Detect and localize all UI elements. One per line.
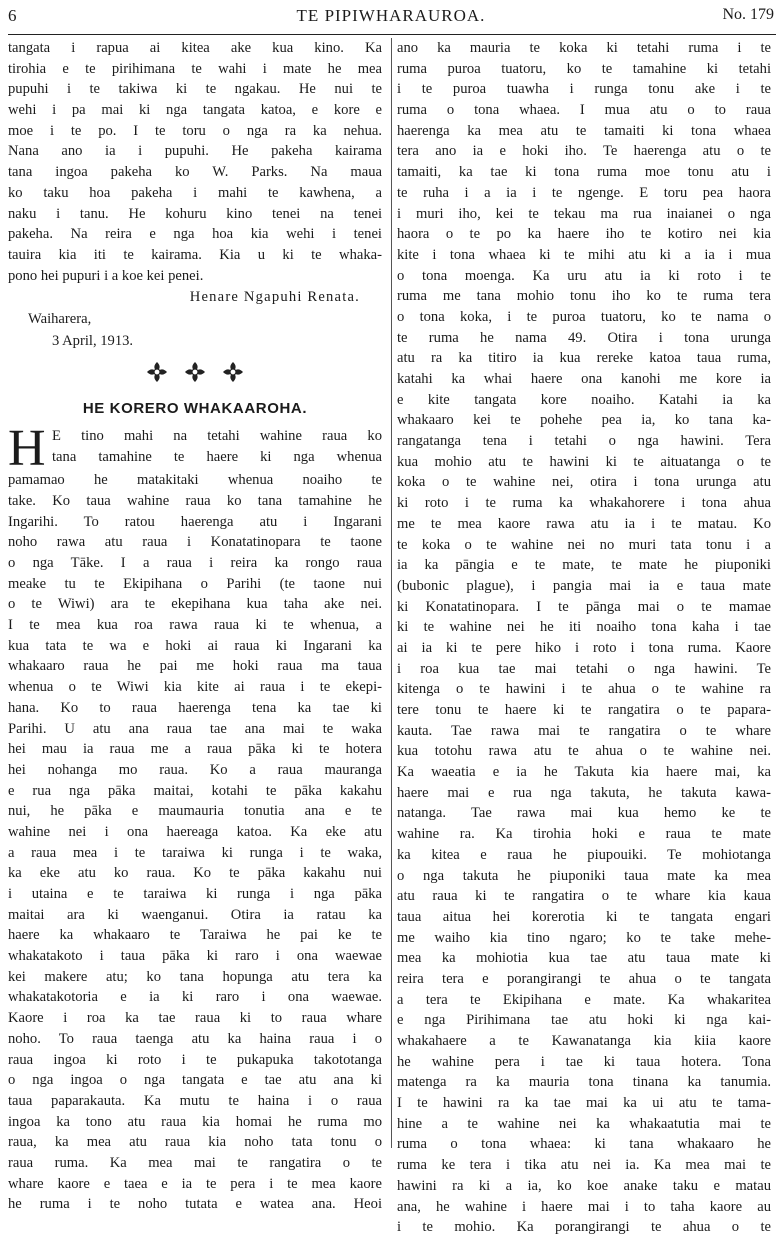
text-line: tana tamahine te haere ki nga whenua [52, 448, 382, 465]
text-line: i roa kua tae mai tetahi o nga hawini. Te [397, 660, 771, 677]
text-line: katahi ka whai haere ona kanohi me kore ia [397, 371, 771, 387]
text-line: a raua mea i te taraiwa ki runga i te waka, [8, 844, 382, 861]
text-line: Kaore i roa ka tae raua ki to raua whare [8, 1010, 382, 1027]
drop-cap-lines [8, 426, 382, 467]
text-line: atu ra ka titiro ia kua rereke katoa taua ruma, [397, 350, 771, 367]
article-opening [8, 420, 382, 478]
text-line: ruma me tana mohio tonu iho ko te ruma tera [397, 288, 771, 305]
text-line: whakaaro raua he pai me hoki raua ma taua [8, 658, 382, 675]
letter-place: Waiharera, [28, 311, 92, 328]
letter-signature: Henare Ngapuhi Renata. [189, 289, 360, 306]
text-line: raua, ka mea atu raua kia noho tata tonu o [8, 1134, 382, 1151]
text-line: noho rawa atu raua i Konatatinopara te taone [8, 534, 382, 551]
text-line: matenga ra ka mauria tona tinana ka tanumia. [397, 1074, 771, 1091]
text-line: kua tata te wa e hoki ai raua ki Ingarani ka [8, 637, 382, 654]
text-line: o tona moenga. Ka uru atu ia ki roto i te [397, 267, 771, 284]
text-line: ka eke atu ko raua. Ko te pāka kakahu nui [8, 865, 382, 882]
text-line: i te puroa tuawha i runga tonu ake i te [397, 81, 771, 98]
text-line: he ruma i te noho tutata e watea ana. Heoi [8, 1196, 382, 1213]
text-line: koka o te wahine nei, otira i tona urunga atu [397, 474, 771, 491]
letter-date: 3 April, 1913. [52, 333, 134, 350]
text-line: Ingarihi. To ratou haerenga atu i Ingarani [8, 513, 382, 530]
text-line: hei nohanga mo raua. Ko a raua mauranga [8, 761, 382, 778]
text-line: te ruma he nama 49. Otira i tona urunga [397, 329, 771, 346]
article-body [8, 470, 382, 1215]
text-line: e nga Pirihimana tae atu hoki ki nga kai- [397, 1012, 771, 1029]
text-line: wahine ra. Ka tirohia hoki e raua te mate [397, 826, 771, 843]
text-line: o te Wiwi) ara te ekepihana kua taha ake nei. [8, 596, 382, 613]
text-line: o tona koka, i te puroa tuatoru, ko te nama o [397, 308, 771, 325]
text-line: whakatakotoria e ia ki raro i ona waewae. [8, 989, 382, 1006]
text-line: ano ka mauria te koka ki tetahi ruma i te [397, 40, 771, 56]
text-line: I te hawini ra ka tae mai ka ui atu te tama- [397, 1095, 771, 1112]
text-line: haere ka whakaaro te Taraiwa he pai ke te [8, 927, 382, 944]
text-line: te koka o te wahine nei no muri tata tonu i a [397, 536, 771, 553]
page-number: 6 [8, 6, 17, 25]
text-line: haerenga ka mea atu te tamaiti ki tona whaea [397, 122, 771, 139]
text-line: whakatakoto i taua pāka ki raro i ona waewae [8, 948, 382, 965]
text-line: noho. To raua taenga atu ka haina raua i o [8, 1030, 382, 1047]
text-line: raua ingoa ki roto i te pukapuka takototanga [8, 1051, 382, 1068]
text-line: pupuhi i te takiwa ki te ngakau. He nui te [8, 81, 382, 98]
text-line: ai ia ki te pere hiko i roto i tona ruma. Kaore [397, 639, 771, 656]
text-line: ia ka pāngia e te mate, te mate he piuponiki [397, 557, 771, 574]
column-divider [391, 38, 392, 1148]
text-line: whare kaore e taea e ia te pera i te mea kaore [8, 1175, 382, 1192]
text-line: naku i tanu. He kohuru kino tenei na tenei [8, 205, 382, 222]
text-line: Ka waeatia e ia he Takuta kia haere mai, ka [397, 764, 771, 781]
text-line: ruma o tona whaea: ki tana whakaaro he [397, 1136, 771, 1153]
text-line: kua totohu rawa atu te ahua o te wahine nei. [397, 743, 771, 760]
text-line: tirohia e te pirihimana te wahi i mate he mea [8, 60, 382, 77]
text-line: e rua nga pāka maitai, kotahi te pāka kakahu [8, 782, 382, 799]
text-line: kei makere atu; ko tana hopunga atu tera ka [8, 968, 382, 985]
text-line: tana ingoa pakeha ko W. Parks. Na maua [8, 164, 382, 181]
text-line: nui, he pāka e maumauria tonutia ana e te [8, 803, 382, 820]
text-line: ana, he wahine i haere mai i to taha kaore au [397, 1198, 771, 1215]
text-line: ki te wahine nei he iti noaiho tona kaha i tae [397, 619, 771, 636]
text-line: moe i te po. I te toru o nga ra ka nehua. [8, 122, 382, 139]
text-line: whakahaere a te Kawanatanga kia kiia kaore [397, 1033, 771, 1049]
text-line: Parihi. U atu ana raua tae ana mai te waka [8, 720, 382, 737]
text-line: e kite tangata kore noaiho. Katahi ia ka [397, 391, 771, 408]
flower-ornament-icon [145, 360, 169, 384]
text-line: hine a te wahine nei ka whakaatutia mai te [397, 1115, 771, 1132]
article-title: HE KORERO WHAKAAROHA. [82, 400, 308, 418]
text-line: taua paparakauta. Ka mutu te haina i o raua [8, 1092, 382, 1109]
text-line: wahine nei i ona haereaga katoa. Ka eke atu [8, 823, 382, 840]
text-line: i utaina e te taraiwa ki runga i nga pāka [8, 886, 382, 902]
text-line: meake tu te Ekipihana o Parihi (te taone nui [8, 575, 382, 592]
text-line: hawini ra ki a ia, ko koe anake taku e matau [397, 1177, 771, 1194]
text-line: ingoa ka tono atu raua kia homai he ruma mo [8, 1113, 382, 1130]
text-line: tauira kia iti te kairama. Kia u ki te whaka- [8, 246, 382, 263]
text-line: E tino mahi na tetahi wahine raua ko [52, 428, 382, 445]
page-header [8, 4, 774, 32]
flower-ornament-icon [183, 360, 207, 384]
letter-body [8, 38, 382, 286]
text-line: tangata i rapua ai kitea ake kua kino. Ka [8, 40, 382, 56]
text-line: natanga. Tae rawa mai kua hemo ke te [397, 805, 771, 822]
text-line: ruma ke tera i tika atu nei ia. Ka mea mai te [397, 1157, 771, 1174]
text-line: hana. Ko to raua haerenga tena ka tae ki [8, 699, 382, 716]
text-line: whakaaro kei te pohehe pea ia, ko tana ka- [397, 412, 771, 429]
text-line: ruma puroa tuatoru, ko te tamahine ki tetahi [397, 60, 771, 77]
right-column [397, 38, 771, 1238]
text-line: reira tera e porangirangi te ahua o te tangata [397, 970, 771, 987]
text-line: taua aitua hei korerotia ki te tangata engari [397, 908, 771, 925]
text-line: rangatanga tena i tetahi o nga hawini. Tera [397, 433, 771, 450]
text-line: haora o te po ka haere iho te kotiro nei kia [397, 226, 771, 243]
article-continuation [397, 38, 771, 1238]
text-line: o nga ingoa o nga tangata e tae atu ana ki [8, 1072, 382, 1089]
text-line: i te mohio. Ka porangirangi te ahua o te [397, 1219, 771, 1236]
text-line: haere mai e rua nga takuta, he takuta kawa- [397, 784, 771, 801]
text-line: kua mohio atu te hawini ki te aituatanga o te [397, 453, 771, 470]
text-line: ki Konatatinopara. I te pānga mai o te mamae [397, 598, 771, 615]
text-line: Nana ano ia i pupuhi. He pakeha kairama [8, 143, 382, 160]
text-line: ki roto i te ruma ka whakahorere i tona ahua [397, 495, 771, 512]
text-line: pamamao he matakitaki whenua noaiho te [8, 472, 382, 489]
text-line: kauta. Tae rawa mai te rangatira o te whare [397, 722, 771, 739]
issue-number: No. 179 [722, 6, 774, 23]
text-line: raua ruma. Ka mea mai te rangatira o te [8, 1154, 382, 1171]
text-line: wehi i pa mai ki nga tangata katoa, e kore e [8, 102, 382, 119]
text-line: kite i tona whaea ki te mihi atu ki a ia i mua [397, 246, 771, 263]
text-line: kitenga o te hawini i te ahua o te wahine ra [397, 681, 771, 698]
left-column [8, 38, 382, 1215]
text-line: i muri iho, kei te tekau ma rua inaianei o nga [397, 205, 771, 222]
text-line: atu raua ki te rangatira o te whare kia kaua [397, 888, 771, 905]
text-line: tere tonu te haere ki te rangatira o te papara- [397, 702, 771, 718]
text-line: pono hei pupuri i a koe kei penei. [8, 267, 204, 284]
text-line: me waiho kia tino ngaro; ko te take mehe- [397, 929, 771, 946]
text-line: mea ka mohiotia kua tae atu taua mate ki [397, 950, 771, 967]
text-line: (bubonic plague), i pangia mai ia e taua mate [397, 577, 771, 594]
text-line: o nga Tāke. I a raua i reira ka rongo raua [8, 555, 382, 571]
text-line: o nga takuta he piuponiki taua mate ka mea [397, 867, 771, 884]
text-line: whenua o te Wiwi kia kite ai raua i te ekepi- [8, 679, 382, 696]
header-rule [8, 34, 776, 35]
text-line: I te mea kua roa rawa raua ki te whenua, a [8, 617, 382, 634]
text-line: hei mau ia raua me a raua pāka ki te hotera [8, 741, 382, 758]
text-line: a tera te Ekipihana e mate. Ka whakaritea [397, 991, 771, 1008]
ornament-divider [8, 352, 382, 392]
drop-cap: H [8, 420, 46, 478]
text-line: te ruha i a ia i te ngenge. E toru pea haora [397, 184, 771, 201]
text-line: ko taku hoa pakeha i mahi te kawhena, a [8, 184, 382, 201]
newspaper-title: TE PIPIWHARAUROA. [296, 6, 486, 25]
text-line: ruma o tona whaea. I mua atu o to raua [397, 102, 771, 119]
text-line: take. Ko taua wahine raua ko tana tamahine he [8, 492, 382, 509]
text-line: tera ano ia e hoki iho. Te haerenga atu o te [397, 143, 771, 160]
text-line: me te mea kaore rawa atu ia i te matau. Ko [397, 515, 771, 532]
text-line: maitai ara ki waenganui. Otira ia ratau ka [8, 906, 382, 923]
text-line: he wahine pera i tae ki taua hotera. Tona [397, 1053, 771, 1070]
text-line: pakeha. Na reira e nga hoa kia wehi i tenei [8, 226, 382, 243]
flower-ornament-icon [221, 360, 245, 384]
text-line: ka kitea e raua he piupouiki. Te mohiotanga [397, 846, 771, 863]
text-line: tamaiti, ka tae ki tona ruma moe tonu atu i [397, 164, 771, 181]
